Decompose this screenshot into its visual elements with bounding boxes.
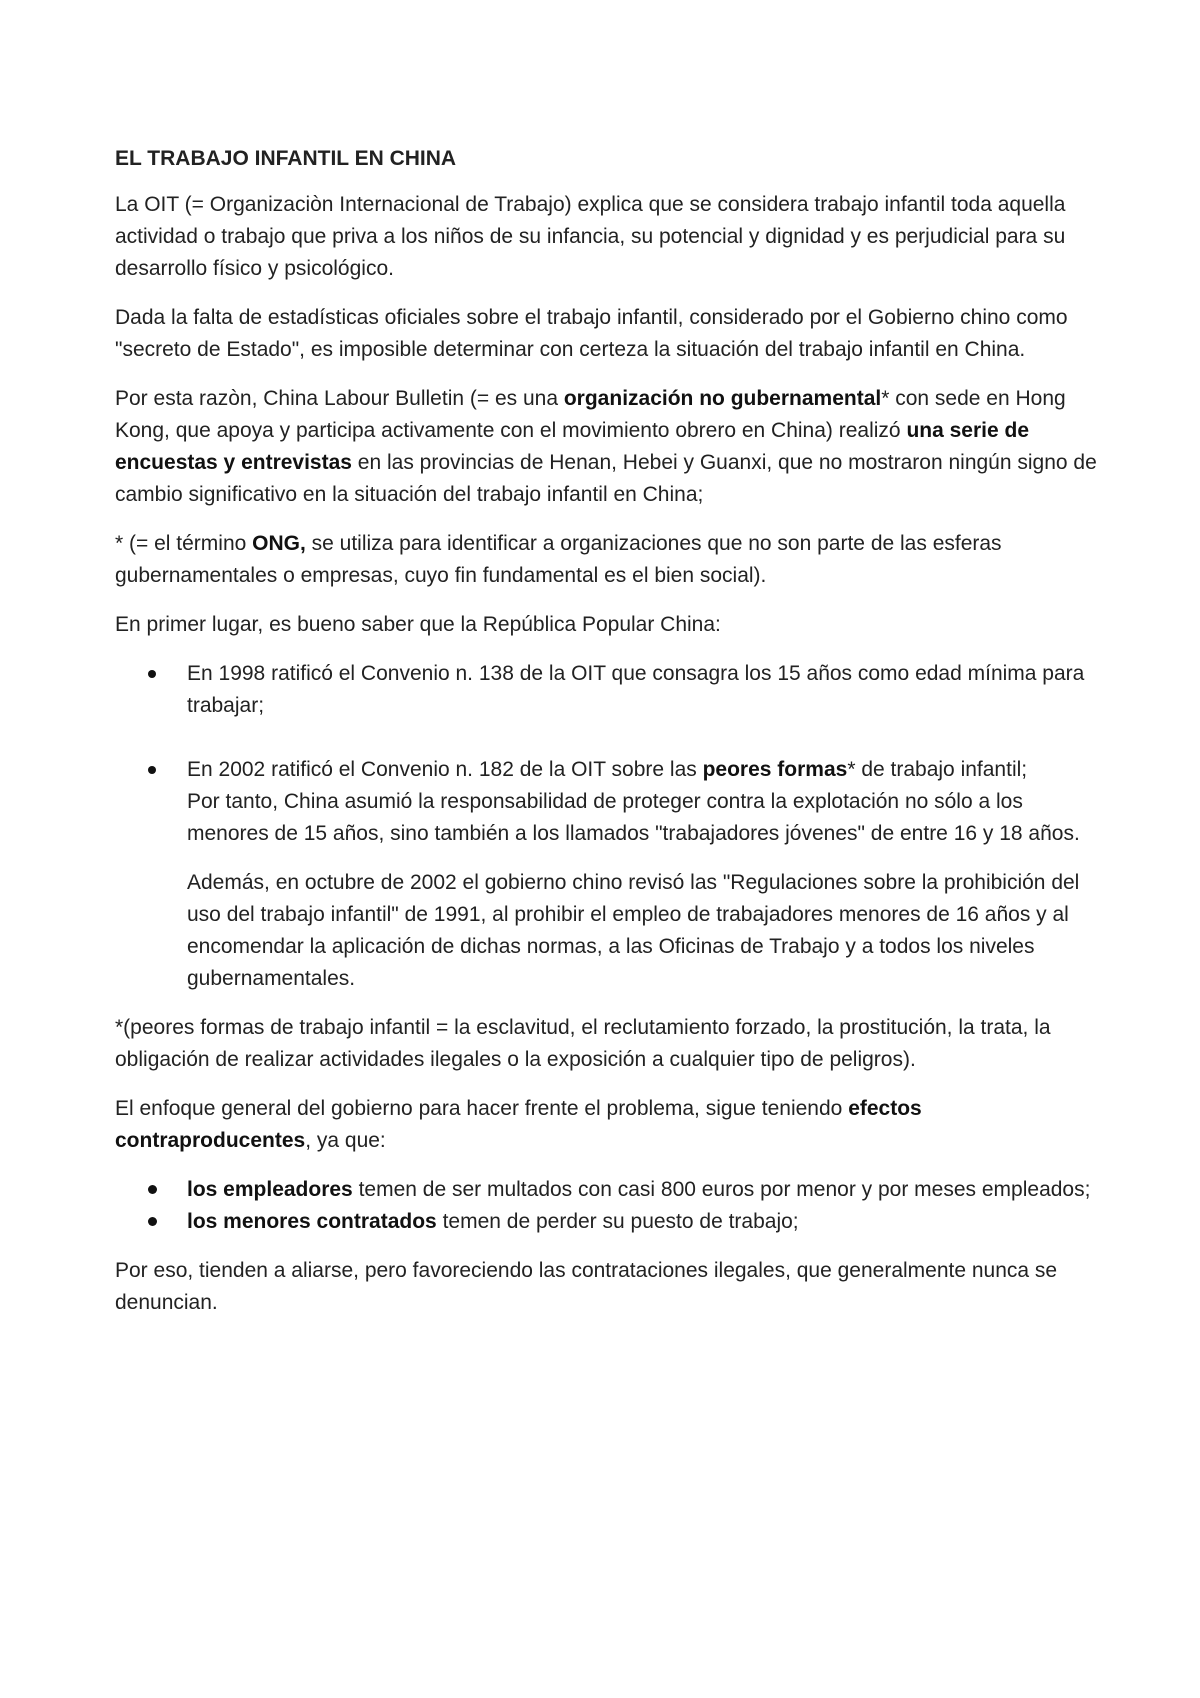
conventions-list [115, 658, 1100, 995]
paragraph-statistics: Dada la falta de estadísticas oficiales sobre el trabajo infantil, considerado por el Gobierno chino como "secreto de Estado", es imposible determinar con certeza la situación del trabajo infantil en China. [115, 306, 1068, 361]
list-item [115, 754, 1100, 995]
bold-text-employers: los empleadores [187, 1178, 353, 1201]
bold-text-worst-forms: peores formas [702, 758, 848, 781]
bullet-icon [148, 1217, 157, 1226]
paragraph-worst-forms-note: *(peores formas de trabajo infantil = la esclavitud, el reclutamiento forzado, la prostitución, la trata, la obligación de realizar actividades ilegales o la exposición a cualquier tipo de peligros). [115, 1016, 1051, 1071]
text-span: en las provincias de Henan, Hebei y Guanxi, que no mostraron ningún signo de cambio significativo en la situación del trabajo infantil en China; [115, 451, 1097, 506]
document-title: EL TRABAJO INFANTIL EN CHINA [115, 147, 457, 170]
list-item-text [187, 754, 1100, 786]
list-item-subtext: Además, en octubre de 2002 el gobierno chino revisó las "Regulaciones sobre la prohibición del uso del trabajo infantil" de 1991, al prohibir el empleo de trabajadores menores de 16 años y al encomendar la aplicación de dichas normas, a las Oficinas de Trabajo y a todos los niveles gubernamentales. [187, 871, 1080, 990]
text-span: * de trabajo infantil; [847, 758, 1028, 781]
paragraph-intro-list: En primer lugar, es bueno saber que la República Popular China: [115, 613, 721, 636]
list-item-subtext: Por tanto, China asumió la responsabilidad de proteger contra la explotación no sólo a los menores de 15 años, sino también a los llamados "trabajadores jóvenes" de entre 16 y 18 años. [187, 790, 1080, 845]
paragraph-oit-definition: La OIT (= Organizaciòn Internacional de Trabajo) explica que se considera trabajo infantil toda aquella actividad o trabajo que priva a los niños de su infancia, su potencial y dignidad y es perjudicial para su desarrollo físico y psicológico. [115, 193, 1066, 280]
paragraph-conclusion: Por eso, tienden a aliarse, pero favoreciendo las contrataciones ilegales, que generalmente nunca se denuncian. [115, 1259, 1058, 1314]
list-item-text: En 1998 ratificó el Convenio n. 138 de la OIT que consagra los 15 años como edad mínima para trabajar; [187, 662, 1085, 717]
bold-text-ong: ONG, [252, 532, 306, 555]
list-item [115, 1206, 1100, 1238]
effects-list [115, 1174, 1100, 1238]
text-span: temen de ser multados con casi 800 euros por menor y por meses empleados; [352, 1178, 1091, 1201]
text-span: Por esta razòn, China Labour Bulletin (= es una [115, 387, 564, 410]
list-item [115, 658, 1100, 722]
bold-text-ngo: organización no gubernamental [563, 387, 882, 410]
paragraph-government-approach [115, 1093, 1100, 1157]
text-span: * con sede en Hong Kong, que apoya y participa activamente con el movimiento obrero en China) realizó [115, 387, 1066, 442]
bullet-icon [148, 766, 156, 774]
text-span: En 2002 ratificó el Convenio n. 182 de la OIT sobre las [187, 758, 703, 781]
paragraph-china-labour-bulletin [115, 383, 1100, 511]
bullet-icon [148, 670, 156, 678]
bullet-icon [148, 1185, 157, 1194]
bold-text-minors: los menores contratados [187, 1210, 437, 1233]
bold-text-effects: efectos contraproducentes [115, 1097, 922, 1152]
text-span: , ya que: [305, 1129, 386, 1152]
text-span: temen de perder su puesto de trabajo; [436, 1210, 799, 1233]
text-span: * (= el término [115, 532, 253, 555]
bold-text-surveys: una serie de encuestas y entrevistas [115, 419, 1029, 474]
paragraph-ong-note [115, 528, 1100, 592]
list-item [115, 1174, 1100, 1206]
text-span: se utiliza para identificar a organizaciones que no son parte de las esferas gubernamentales o empresas, cuyo fin fundamental es el bien social). [115, 532, 1002, 587]
text-span: El enfoque general del gobierno para hacer frente el problema, sigue teniendo [115, 1097, 849, 1120]
